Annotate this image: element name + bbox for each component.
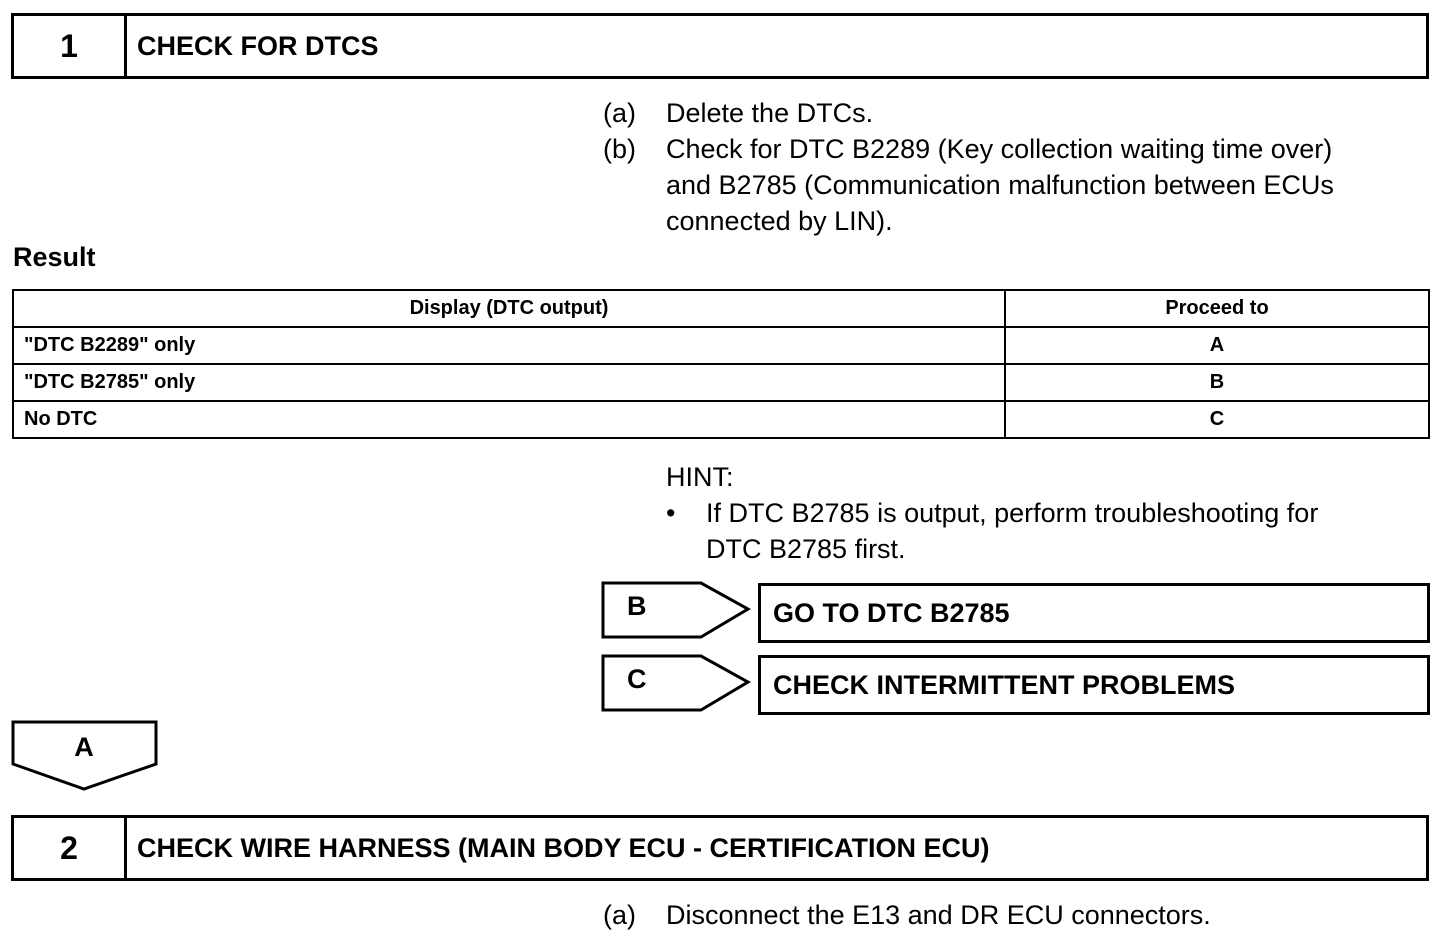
branch-a-arrow [11, 720, 159, 792]
instruction-text: Delete the DTCs. [666, 98, 874, 128]
branch-c-arrow [601, 654, 751, 712]
hint-text: DTC B2785 first. [706, 534, 906, 564]
step-number: 2 [14, 818, 127, 878]
instruction-text: connected by LIN). [666, 206, 893, 236]
hint-text: If DTC B2785 is output, perform troubleshooting for [706, 498, 1319, 528]
table-cell: A [1005, 327, 1429, 364]
column-header: Display (DTC output) [13, 290, 1005, 327]
step-2-instructions [603, 897, 1211, 933]
table-row [13, 364, 1429, 401]
result-title: Result [13, 242, 96, 272]
instruction-item [603, 95, 1334, 131]
step-title: CHECK FOR DTCS [137, 30, 379, 61]
instruction-text: and B2785 (Communication malfunction between ECUs [666, 170, 1334, 200]
branch-letter: C [627, 664, 647, 694]
instruction-text: Disconnect the E13 and DR ECU connectors. [666, 900, 1211, 930]
right-arrow-icon [601, 654, 751, 712]
branch-b-arrow [601, 581, 751, 639]
step-1-instructions [603, 95, 1334, 239]
table-cell: B [1005, 364, 1429, 401]
step-1-header [11, 13, 1429, 79]
branch-b-action: GO TO DTC B2785 [758, 583, 1430, 643]
step-title: CHECK WIRE HARNESS (MAIN BODY ECU - CERTIFICATION ECU) [137, 832, 990, 863]
instruction-marker: (a) [603, 98, 636, 128]
table-cell: No DTC [13, 401, 1005, 438]
bullet-icon: • [666, 498, 676, 528]
hint-item [666, 495, 1318, 567]
right-arrow-icon [601, 581, 751, 639]
step-2-header [11, 815, 1429, 881]
step-number: 1 [14, 16, 127, 76]
result-table [12, 289, 1430, 439]
branch-letter: B [627, 591, 647, 621]
table-header-row [13, 290, 1429, 327]
hint-label: HINT: [666, 462, 734, 492]
table-cell: C [1005, 401, 1429, 438]
instruction-item [603, 131, 1334, 239]
branch-letter: A [74, 732, 94, 762]
instruction-marker: (a) [603, 900, 636, 930]
instruction-marker: (b) [603, 134, 636, 164]
table-row [13, 401, 1429, 438]
column-header: Proceed to [1005, 290, 1429, 327]
table-cell: "DTC B2785" only [13, 364, 1005, 401]
branch-c-action: CHECK INTERMITTENT PROBLEMS [758, 655, 1430, 715]
instruction-item [603, 897, 1211, 933]
instruction-text: Check for DTC B2289 (Key collection waiting time over) [666, 134, 1333, 164]
table-row [13, 327, 1429, 364]
hint-block [666, 459, 1318, 567]
table-cell: "DTC B2289" only [13, 327, 1005, 364]
